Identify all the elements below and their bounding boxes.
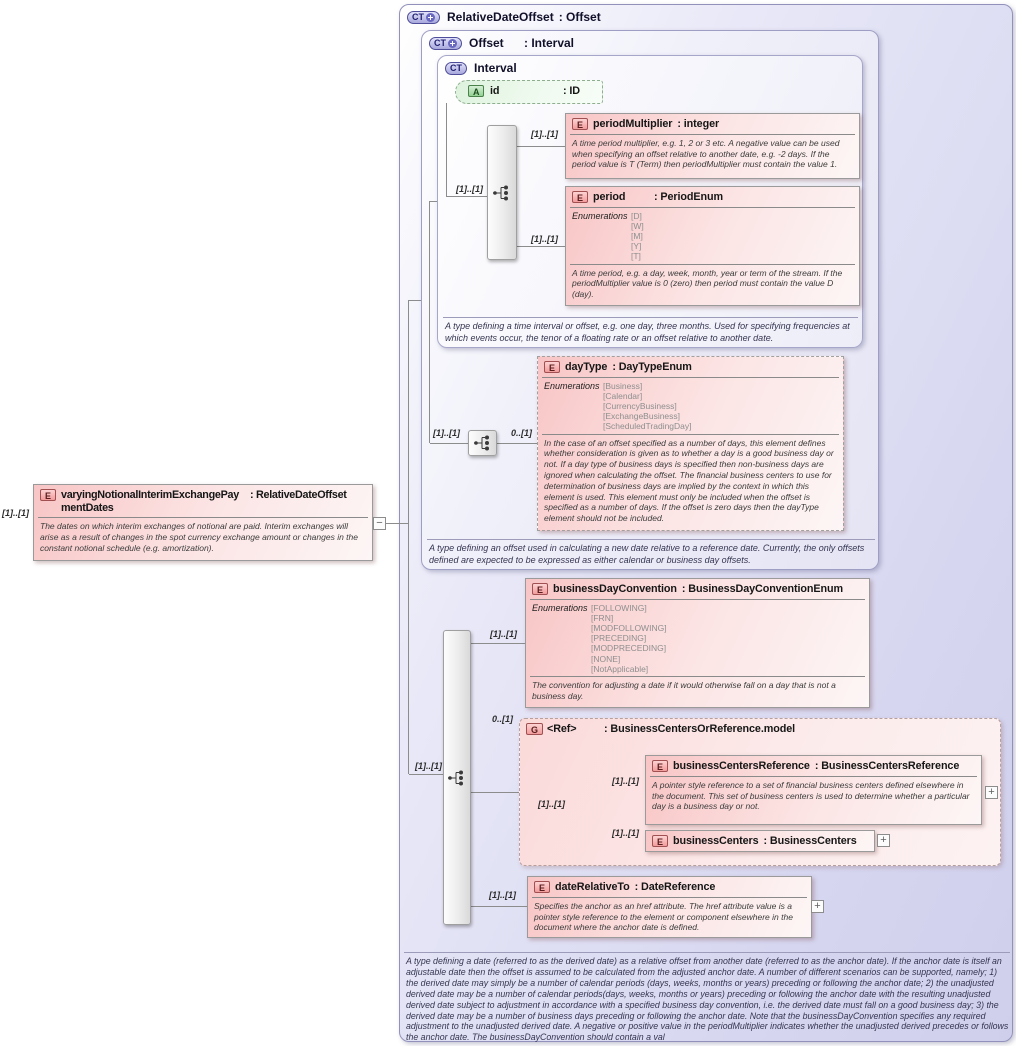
sequence-icon	[473, 434, 493, 452]
element-annotation: A time period, e.g. a day, week, month, year or term of the stream. If the periodMultiplier value is 0 (zero) then period must contain the value D (day).	[572, 267, 843, 300]
ct-header	[407, 10, 601, 24]
sequence-connector[interactable]	[487, 125, 517, 260]
type-annotation: A type defining an offset used in calculating a new date relative to a reference date. Currently, the only offsets defined are expected to be expressed as either calendar or business day offsets.	[429, 543, 865, 565]
element-badge: E	[652, 760, 668, 772]
type-name: RelativeDateOffset	[447, 10, 554, 24]
element-type: : RelativeDateOffset	[250, 489, 347, 501]
complextype-badge	[407, 11, 440, 24]
expand-indicator-icon	[426, 13, 435, 22]
type-name: Interval	[474, 61, 517, 75]
element-businesscentersreference[interactable]	[645, 755, 982, 825]
cardinality-label: [1]..[1]	[531, 234, 558, 244]
cardinality-label: [1]..[1]	[538, 799, 565, 809]
enum-value: [D]	[631, 210, 642, 221]
element-header	[566, 114, 859, 134]
type-name: Offset	[469, 36, 504, 50]
connector-line	[471, 792, 519, 793]
enum-value: [NONE]	[591, 653, 621, 664]
enumeration-values	[603, 381, 692, 432]
element-businesscenters[interactable]	[645, 830, 875, 852]
element-type: : PeriodEnum	[654, 191, 723, 203]
footer-divider	[443, 317, 858, 318]
element-badge: E	[534, 881, 550, 893]
badge-label: CT	[412, 12, 424, 22]
element-annotation: A time period multiplier, e.g. 1, 2 or 3 etc. A negative value can be used when specifying an offset relative to another date, e.g. -2 days. If the period value is T (Term) then periodMultiplier must contain the value 1.	[572, 137, 840, 170]
expand-button[interactable]: +	[811, 900, 824, 913]
enumerations-section	[538, 378, 843, 434]
enumerations-label: Enumerations	[544, 380, 600, 391]
element-varyingnotionalinterimexchangepaymentdates[interactable]	[33, 484, 373, 561]
element-annotation: The dates on which interim exchanges of notional are paid. Interim exchanges will arise as a result of changes in the spot currency exchange amount or changes in the constant notional schedule (e.g. amortization).	[40, 521, 358, 554]
element-name: varyingNotionalInterimExchangePaymentDates	[61, 489, 239, 514]
enum-value: [FOLLOWING]	[591, 602, 647, 613]
ct-title	[474, 61, 517, 75]
element-badge: E	[572, 118, 588, 130]
connector-line	[446, 103, 447, 196]
connector-line	[409, 774, 443, 775]
connector-line	[430, 443, 468, 444]
complextype-badge	[445, 62, 467, 75]
element-annotation: The convention for adjusting a date if it would otherwise fall on a day that is not a business day.	[532, 680, 836, 701]
expand-button[interactable]: +	[985, 786, 998, 799]
element-badge: E	[544, 361, 560, 373]
enum-value: [FRN]	[591, 612, 614, 623]
sequence-connector[interactable]	[443, 630, 471, 925]
element-type: : DayTypeEnum	[612, 361, 692, 373]
connector-line	[471, 906, 527, 907]
group-header	[520, 719, 1000, 739]
connector-line	[429, 201, 430, 443]
sequence-connector[interactable]	[468, 430, 497, 456]
enum-value: [CurrencyBusiness]	[603, 401, 677, 412]
base-type: : Offset	[558, 10, 601, 24]
complextype-badge	[429, 37, 462, 50]
enumerations-section	[526, 600, 869, 676]
connector-line	[408, 300, 421, 301]
ct-title	[447, 10, 601, 24]
attribute-name: id	[490, 85, 500, 97]
attribute-id[interactable]	[455, 80, 603, 104]
element-type: : BusinessCenters	[763, 835, 857, 847]
element-header	[526, 579, 869, 599]
element-name: businessCenters	[673, 835, 759, 847]
badge-label: CT	[450, 63, 462, 73]
ct-header	[429, 36, 574, 50]
connector-line	[497, 443, 537, 444]
element-daytype[interactable]	[537, 356, 844, 531]
enum-value: [T]	[631, 251, 641, 262]
element-name: dateRelativeTo	[555, 881, 630, 893]
cardinality-label: 0..[1]	[492, 714, 514, 724]
element-name: businessDayConvention	[553, 583, 677, 595]
enum-value: [Business]	[603, 380, 643, 391]
footer-divider	[427, 539, 875, 540]
element-header	[566, 187, 859, 207]
enumeration-values	[631, 211, 644, 262]
connector-line	[517, 146, 565, 147]
element-name: period	[593, 191, 626, 203]
enumerations-label: Enumerations	[532, 602, 588, 613]
element-type: : DateReference	[634, 881, 716, 893]
cardinality-label: [1]..[1]	[612, 776, 639, 786]
element-annotation: In the case of an offset specified as a number of days, this element defines whether consideration is given as to whether a day is a good business day or not. If a day type of business days is specified then non-business days are ignored when calculating the offset. The financial business centers to use for determination of business days are implied by the context in which this element is used. This element must only be included when the offset is specified as a number of days. If the offset is zero days then the dayType element should not be included.	[544, 437, 834, 524]
group-type: : BusinessCentersOrReference.model	[604, 723, 796, 735]
enum-value: [PRECEDING]	[591, 633, 647, 644]
element-badge: E	[40, 489, 56, 501]
element-header	[646, 831, 874, 851]
enum-value: [MODFOLLOWING]	[591, 623, 667, 634]
type-annotation: A type defining a date (referred to as the derived date) as a relative offset from another date (referred to as the anchor date). If the anchor date is itself an adjustable date then the offset is assumed to be calculated from the adjusted anchor date. A number of different scenarios can be supported, namely; 1) the derived date may simply be a number of calendar periods (days, weeks, months or years) preceding or following the anchor date; 2) the unadjusted derived date may be a number of calendar periods(days, weeks, months or years) preceding or following the anchor date with the resulting unadjusted derived date subject to adjustment in accordance with a specified business day convention, i.e. the derived date must fall on a good business day; 3) the derived date may be a number of business days preceding or following the anchor date. Note that the businessDayConvention specifies any required adjustment to the unadjusted derived date. A negative or positive value in the periodMultiplier indicates whether the unadjusted derived precedes or follows the anchor date. The businessDayConvention should contain a val	[406, 956, 1009, 1043]
enum-value: [NotApplicable]	[591, 663, 649, 674]
cardinality-label: [1]..[1]	[415, 761, 442, 771]
cardinality-label: [1]..[1]	[612, 828, 639, 838]
enumerations-label: Enumerations	[572, 210, 628, 221]
element-type: : integer	[677, 118, 720, 130]
sequence-icon	[447, 769, 467, 787]
enum-value: [M]	[631, 231, 643, 242]
enum-value: [ExchangeBusiness]	[603, 411, 681, 422]
connector-line	[446, 196, 487, 197]
cardinality-label: [1]..[1]	[490, 629, 517, 639]
connector-line	[471, 643, 525, 644]
element-header	[528, 877, 811, 897]
element-annotation: A pointer style reference to a set of financial business centers defined elsewhere in the document. This set of business centers is used to determine whether a particular day is a business day or not.	[652, 779, 970, 812]
attribute-header	[456, 81, 602, 101]
cardinality-label: [1]..[1]	[2, 508, 29, 518]
element-header	[34, 485, 372, 517]
ct-header	[445, 61, 517, 75]
cardinality-label: [1]..[1]	[489, 890, 516, 900]
enum-value: [MODPRECEDING]	[591, 643, 667, 654]
type-annotation: A type defining a time interval or offset, e.g. one day, three months. Used for specifying frequencies at which events occur, the tenor of a floating rate or an offset relative to another date.	[445, 321, 850, 343]
element-businessdayconvention[interactable]	[525, 578, 870, 708]
expand-indicator-icon	[448, 39, 457, 48]
enum-value: [Y]	[631, 241, 642, 252]
enumeration-values	[591, 603, 667, 674]
enum-value: [W]	[631, 220, 644, 231]
cardinality-label: [1]..[1]	[433, 428, 460, 438]
group-badge: G	[526, 723, 543, 735]
cardinality-label: [1]..[1]	[531, 129, 558, 139]
enumerations-section	[566, 208, 859, 264]
element-header	[538, 357, 843, 377]
element-annotation: Specifies the anchor as an href attribute. The href attribute value is a pointer style reference to the element or component elsewhere in the document where the anchor date is defined.	[534, 900, 793, 933]
attribute-badge: A	[468, 85, 484, 97]
connector-line	[386, 523, 408, 524]
sequence-icon	[492, 184, 512, 202]
badge-label: CT	[434, 38, 446, 48]
element-header	[646, 756, 981, 776]
attribute-type: : ID	[563, 85, 580, 97]
element-period[interactable]	[565, 186, 860, 306]
element-type: : BusinessDayConventionEnum	[681, 583, 843, 595]
ct-title	[469, 36, 574, 50]
element-badge: E	[532, 583, 548, 595]
footer-divider	[404, 952, 1010, 953]
element-name: dayType	[565, 361, 608, 373]
element-type: : BusinessCentersReference	[814, 760, 960, 772]
expand-button[interactable]: +	[877, 834, 890, 847]
connector-line	[429, 201, 437, 202]
enum-value: [ScheduledTradingDay]	[603, 421, 692, 432]
collapse-button[interactable]: −	[373, 517, 386, 530]
element-badge: E	[652, 835, 668, 847]
element-periodmultiplier[interactable]	[565, 113, 860, 179]
element-name: businessCentersReference	[673, 760, 810, 772]
element-badge: E	[572, 191, 588, 203]
cardinality-label: [1]..[1]	[456, 184, 483, 194]
connector-line	[517, 246, 565, 247]
cardinality-label: 0..[1]	[511, 428, 533, 438]
enum-value: [Calendar]	[603, 390, 643, 401]
element-daterelativeto[interactable]	[527, 876, 812, 938]
group-name: <Ref>	[547, 723, 577, 735]
element-name: periodMultiplier	[593, 118, 673, 130]
base-type: : Interval	[524, 36, 575, 50]
connector-line	[408, 300, 409, 774]
